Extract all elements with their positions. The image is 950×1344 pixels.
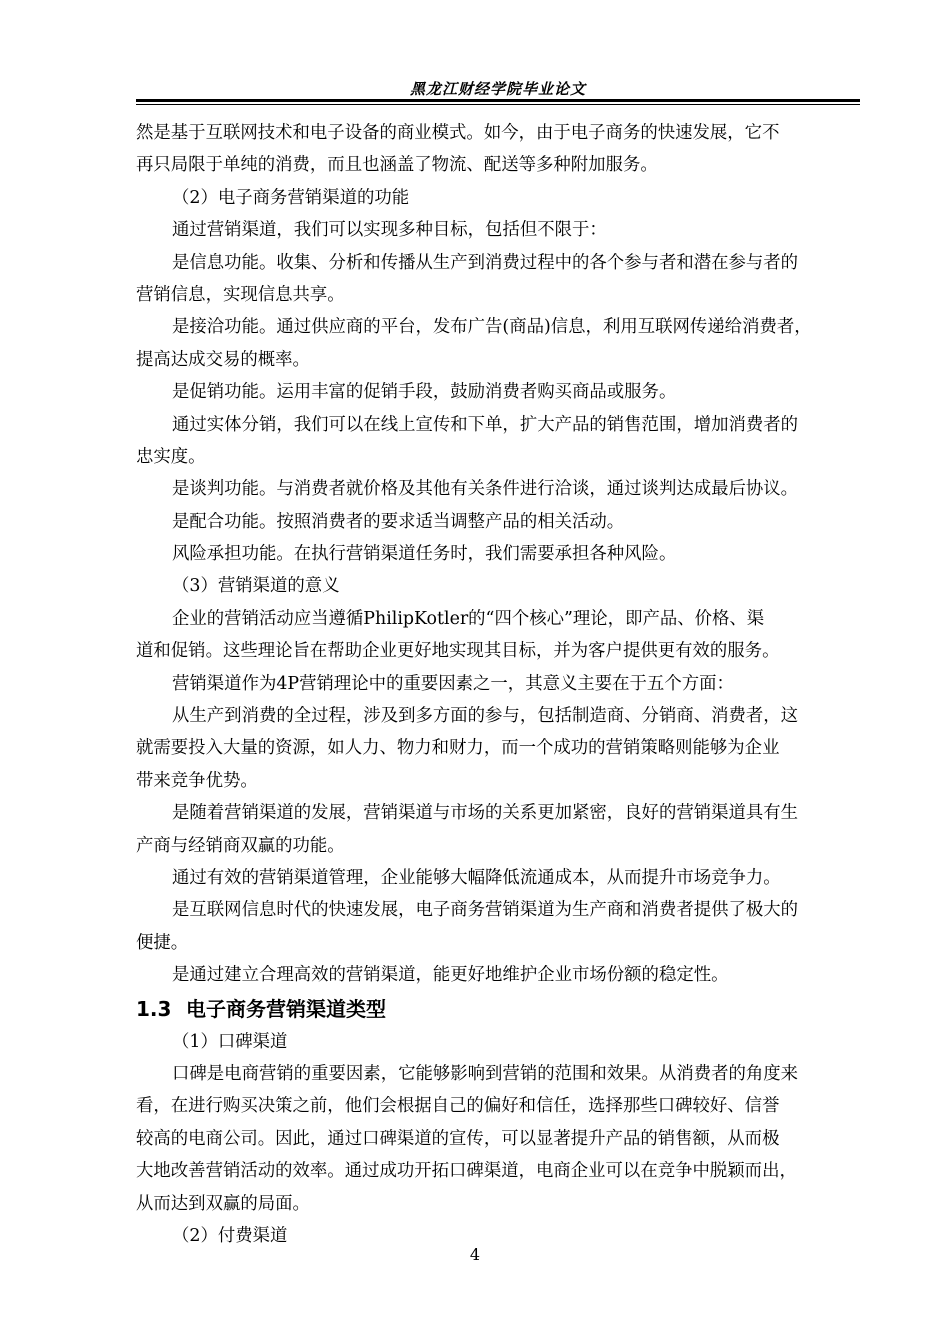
text-line: 是随着营销渠道的发展，营销渠道与市场的关系更加紧密，良好的营销渠道具有生: [172, 803, 799, 824]
text-line: 提高达成交易的概率。: [136, 349, 310, 370]
text-line: 大地改善营销活动的效率。通过成功开拓口碑渠道，电商企业可以在竞争中脱颖而出，: [136, 1161, 797, 1182]
text-line: 风险承担功能。在执行营销渠道任务时，我们需要承担各种风险。: [172, 544, 677, 565]
text-line: 通过有效的营销渠道管理，企业能够大幅降低流通成本，从而提升市场竞争力。: [172, 867, 781, 888]
subheading: （1）口碑渠道: [172, 1031, 288, 1052]
section-number: 1.3: [136, 996, 172, 1021]
text-line: 是互联网信息时代的快速发展，电子商务营销渠道为生产商和消费者提供了极大的: [172, 900, 799, 921]
header-rule-thin: [136, 104, 860, 105]
running-header: 黑龙江财经学院毕业论文: [409, 80, 586, 98]
text-line: 是促销功能。运用丰富的促销手段，鼓励消费者购买商品或服务。: [172, 382, 677, 403]
text-line: 从生产到消费的全过程，涉及到多方面的参与，包括制造商、分销商、消费者，这: [172, 706, 799, 727]
page-number: 4: [469, 1245, 481, 1264]
text-line: 较高的电商公司。因此，通过口碑渠道的宣传，可以显著提升产品的销售额，从而极: [136, 1128, 780, 1149]
section-title: 电子商务营销渠道类型: [186, 996, 386, 1021]
text-line: 通过实体分销，我们可以在线上宣传和下单，扩大产品的销售范围，增加消费者的: [172, 414, 799, 435]
text-line: 是信息功能。收集、分析和传播从生产到消费过程中的各个参与者和潜在参与者的: [172, 252, 799, 273]
subheading: （2）付费渠道: [172, 1225, 288, 1246]
text-line: 产商与经销商双赢的功能。: [136, 835, 345, 856]
text-line: 然是基于互联网技术和电子设备的商业模式。如今，由于电子商务的快速发展，它不: [136, 123, 780, 143]
text-line: 通过营销渠道，我们可以实现多种目标，包括但不限于：: [172, 220, 607, 241]
text-line: 是谈判功能。与消费者就价格及其他有关条件进行洽谈，通过谈判达成最后协议。: [172, 479, 799, 500]
text-line: 就需要投入大量的资源，如人力、物力和财力，而一个成功的营销策略则能够为企业: [136, 738, 780, 759]
header-rule-thick: [136, 99, 860, 102]
subheading: （3）营销渠道的意义: [172, 576, 340, 597]
text-line: 从而达到双赢的局面。: [136, 1193, 310, 1214]
subheading: （2）电子商务营销渠道的功能: [172, 187, 410, 208]
text-line: 营销信息，实现信息共享。: [136, 284, 345, 305]
body-text: [136, 117, 860, 1252]
text-line: 忠实度。: [136, 446, 206, 467]
text-line: 口碑是电商营销的重要因素，它能够影响到营销的范围和效果。从消费者的角度来: [172, 1063, 799, 1084]
text-line: 企业的营销活动应当遵循PhilipKotler的“四个核心”理论，即产品、价格、渠: [172, 608, 765, 629]
text-line: 是配合功能。按照消费者的要求适当调整产品的相关活动。: [172, 511, 625, 532]
text-line: 便捷。: [136, 932, 189, 953]
text-line: 带来竞争优势。: [136, 770, 258, 791]
text-line: 再只局限于单纯的消费，而且也涵盖了物流、配送等多种附加服务。: [136, 155, 658, 176]
text-line: 是接洽功能。通过供应商的平台，发布广告(商品)信息，利用互联网传递给消费者，: [172, 317, 812, 338]
text-line: 营销渠道作为4P营销理论中的重要因素之一，其意义主要在于五个方面：: [172, 673, 734, 694]
section-heading: [136, 992, 860, 1026]
text-line: 看，在进行购买决策之前，他们会根据自己的偏好和信任，选择那些口碑较好、信誉: [136, 1096, 780, 1117]
text-line: 道和促销。这些理论旨在帮助企业更好地实现其目标，并为客户提供更有效的服务。: [136, 641, 780, 662]
text-line: 是通过建立合理高效的营销渠道，能更好地维护企业市场份额的稳定性。: [172, 965, 729, 986]
